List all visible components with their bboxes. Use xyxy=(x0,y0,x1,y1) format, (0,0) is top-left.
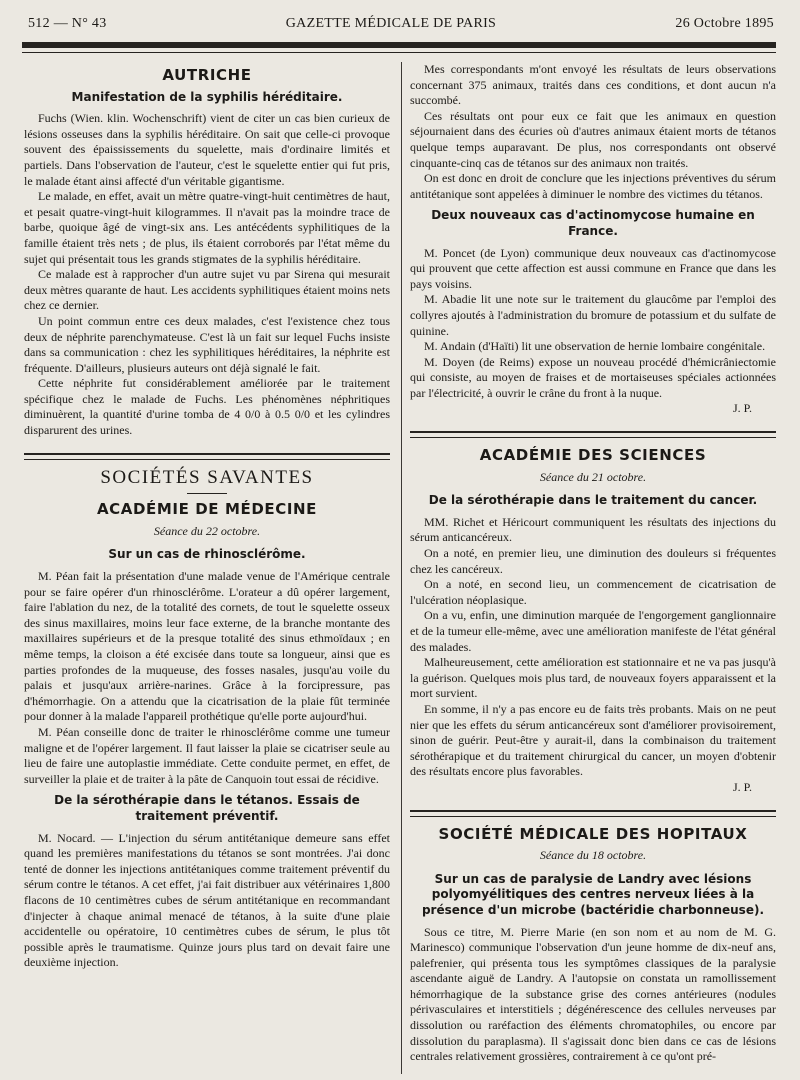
paragraph: On a noté, en premier lieu, une diminution des douleurs si fréquentes chez les cancéreux. xyxy=(410,546,776,576)
seance-date: Séance du 22 octobre. xyxy=(153,523,261,538)
section-title-academie-medecine: ACADÉMIE DE MÉDECINE xyxy=(96,500,318,519)
article-title-actinomycose: Deux nouveaux cas d'actinomycose humaine en France. xyxy=(431,208,755,238)
journal-title: GAZETTE MÉDICALE DE PARIS xyxy=(285,16,497,31)
paragraph: M. Péan conseille donc de traiter le rhinosclérôme comme une tumeur maligne et de l'opérer largement. Il faut laisser la plaie se cicatriser seule au lieu de faire une autoplastie immédiate. Cette conduite permet, en effet, de surveiller la plaie et de traiter à la pâte de Canquoin tout essai de récidive. xyxy=(24,724,390,786)
page-number: 512 — N° 43 xyxy=(28,16,107,31)
header-rule xyxy=(22,42,776,48)
paragraph: M. Doyen (de Reims) expose un nouveau procédé d'hémicrâniectomie qui consiste, au moyen de fraises et de mortaiseuses spéciales actionnées par l'électricité, à ouvrir le crâne du front à la nuque. xyxy=(410,354,776,400)
signature: J. P. xyxy=(732,401,752,416)
page-header xyxy=(28,14,774,34)
paragraph: Un point commun entre ces deux malades, c'est l'existence chez tous deux de néphrite parenchymateuse. C'est là un fait sur lequel Fuchs insiste dans sa communication : chez les syphilitiques héréditaires, la néphrite est fréquente. D'ailleurs, plusieurs auteurs ont déjà signalé le fait. xyxy=(24,313,390,375)
paragraph: Le malade, en effet, avait un mètre quatre-vingt-huit centimètres de haut, et pesait quatre-vingt-huit kilogrammes. Il n'avait pas la moindre trace de barbe, quoique âgé de vingt-six ans. Les antécédents syphilitiques de la famille étaient très nets ; de plus, ils étaient corroborés par l'état même du sujet qui présentait tous les grands stigmates de la syphilis héréditaire. xyxy=(24,189,390,266)
header-rule-thin xyxy=(22,52,776,53)
paragraph: M. Nocard. — L'injection du sérum antitétanique demeure sans effet quand les premières manifestations du tétanos se sont montrées. J'ai donc tenté de donner les injections antitétaniques comme traitement préventif du sérum contre le tétanos. A cet effet, j'ai fait distribuer aux vétérinaires 1,800 flacons de 10 centimètres cubes de sérum antitétanique en recommandant d'injecter à chaque animal menacé de tétanos, à la suite d'une plaie accidentelle ou opératoire, 10 centimètres cubes de sérum, le plus tôt possible après le traumatisme. Quinze jours plus tard on devait faire une deuxième injection. xyxy=(24,830,390,970)
paragraph: En somme, il n'y a pas encore eu de faits très probants. Mais on ne peut nier que les effets du sérum anticancéreux sont d'améliorer provisoirement, sinon de guérir. Peut-être y aurait-il, dans la combinaison du traitement sérothérapique et du traitement chirurgical du cancer, un moyen d'obtenir des résultats encore plus favorables. xyxy=(410,701,776,779)
signature: J. P. xyxy=(732,779,752,794)
short-rule xyxy=(187,493,227,494)
right-column xyxy=(410,62,776,1074)
issue-date: 26 Octobre 1895 xyxy=(675,16,774,31)
paragraph: On est donc en droit de conclure que les injections préventives du sérum antitétanique sont appelées à diminuer le nombre des victimes du tétanos. xyxy=(410,171,776,201)
article-title-cancer: De la sérothérapie dans le traitement du cancer. xyxy=(428,493,758,508)
column-divider xyxy=(401,62,402,1074)
section-separator xyxy=(410,810,776,817)
paragraph: M. Péan fait la présentation d'une malade venue de l'Amérique centrale pour se faire opérer d'un rhinosclérôme. L'orateur a dû opérer largement, faire l'ablation du nez, de la totalité des cornets, de tout le squelette osseux des sinus maxillaires, moins leur face externe, de la branche montante des maxillaires supérieurs et de la presque totalité des sinus ethmoïdaux ; en même temps, la cloison a été excisée dans toute sa longueur, ainsi que es parties profondes de la muqueuse, des fosses nasales, jusqu'au voile du palais et jusqu'aux arrière-narines. Grâce à la forcipressure, pas d'hémorrhagie. On a attendu que la cicatrisation de la plaie fût terminée pour donner à la malade l'appareil prothétique qu'elle porte aujourd'hui. xyxy=(24,569,390,724)
section-title-societes: SOCIÉTÉS SAVANTES xyxy=(100,466,314,488)
section-title-academie-sciences: ACADÉMIE DES SCIENCES xyxy=(479,446,707,465)
paragraph: On a vu, enfin, une diminution marquée de l'engorgement ganglionnaire et de la tumeur elle-même, avec une amélioration manifeste de l'état général des malades. xyxy=(410,608,776,654)
section-separator xyxy=(410,431,776,438)
article-title-syphilis: Manifestation de la syphilis héréditaire. xyxy=(71,89,343,104)
paragraph: M. Abadie lit une note sur le traitement du glaucôme par l'emploi des collyres ajoutés à l'administration du bromure de potassium et du sulfate de quinine. xyxy=(410,292,776,338)
paragraph: On a noté, en second lieu, un commencement de cicatrisation de l'ulcération néoplasique. xyxy=(410,577,776,607)
paragraph: Cette néphrite fut considérablement améliorée par le traitement spécifique chez le malade de Fuchs. Les phénomènes néphritiques diminuèrent, la quantité d'urine tomba de 4 0/0 à 0.5 0/0 et les cylindres disparurent des urines. xyxy=(24,376,390,438)
section-separator xyxy=(24,453,390,460)
paragraph: Fuchs (Wien. klin. Wochenschrift) vient de citer un cas bien curieux de lésions osseuses dans la syphilis héréditaire. On sait que celle-ci provoque souvent des épaississements du squelette, mais d'ordinaire limités et partiels. Dans l'observation de l'auteur, c'est le squelette entier qui fut pris, le malade étant ainsi affecté d'un véritable gigantisme. xyxy=(24,111,390,188)
paragraph: Ce malade est à rapprocher d'un autre sujet vu par Sirena qui mesurait deux mètres quarante de haut. Les accidents syphilitiques étaient moins nets chez ce dernier. xyxy=(24,267,390,313)
seance-date: Séance du 21 octobre. xyxy=(539,469,647,484)
left-column xyxy=(24,62,390,1074)
paragraph: MM. Richet et Héricourt communiquent les résultats des injections du sérum anticancéreux. xyxy=(410,514,776,545)
paragraph: Mes correspondants m'ont envoyé les résultats de leurs observations concernant 375 animaux, traités dans ces conditions, et dont aucun n'a succombé. xyxy=(410,62,776,108)
article-title-tetanos: De la sérothérapie dans le tétanos. Essais de traitement préventif. xyxy=(54,793,360,823)
paragraph: M. Poncet (de Lyon) communique deux nouveaux cas d'actinomycose qui prouvent que cette affection est aussi commune en France que dans les pays voisins. xyxy=(410,245,776,291)
section-title-societe-hopitaux: SOCIÉTÉ MÉDICALE DES HOPITAUX xyxy=(438,824,748,843)
paragraph: Malheureusement, cette amélioration est stationnaire et ne va pas jusqu'à la guérison. Quelques mois plus tard, de nouveaux foyers apparaissent et la mort survient. xyxy=(410,655,776,701)
section-title-autriche: AUTRICHE xyxy=(162,66,252,84)
seance-date: Séance du 18 octobre. xyxy=(539,848,647,863)
paragraph: Ces résultats ont pour eux ce fait que les animaux en question séjournaient dans des écuries où d'autres animaux étaient morts de tétanos quelque temps auparavant. De plus, nos correspondants ont observé cinquante-cinq cas de tétanos sur des animaux non traités. xyxy=(410,108,776,170)
article-title-landry: Sur un cas de paralysie de Landry avec lésions polyomyélitiques des centres nerveux liées à la présence d'un microbe (bactéridie charbonneuse). xyxy=(421,871,765,917)
paragraph: Sous ce titre, M. Pierre Marie (en son nom et au nom de M. G. Marinesco) communique l'observation d'un jeune homme de dix-neuf ans, palefrenier, qui présenta tous les symptômes classiques de la paralysie ascendante aiguë de Landry. A l'autopsie on constata un ramollissement hémorrhagique de la substance grise des cornes antérieures (nodules périvasculaires et interstitiels ; dégénérescence des cellules nerveuses par dissolution ou raréfaction des éléments chromatophiles, ou encore par dissolution du paraplasma). Il s'agissait donc bien dans ce cas de lésions centrales relativement grossières, contrairement à ce qu'ont pré- xyxy=(410,924,776,1064)
article-title-rhinosclerome: Sur un cas de rhinosclérôme. xyxy=(108,547,306,562)
paragraph: M. Andain (d'Haïti) lit une observation de hernie lombaire congénitale. xyxy=(424,339,766,354)
